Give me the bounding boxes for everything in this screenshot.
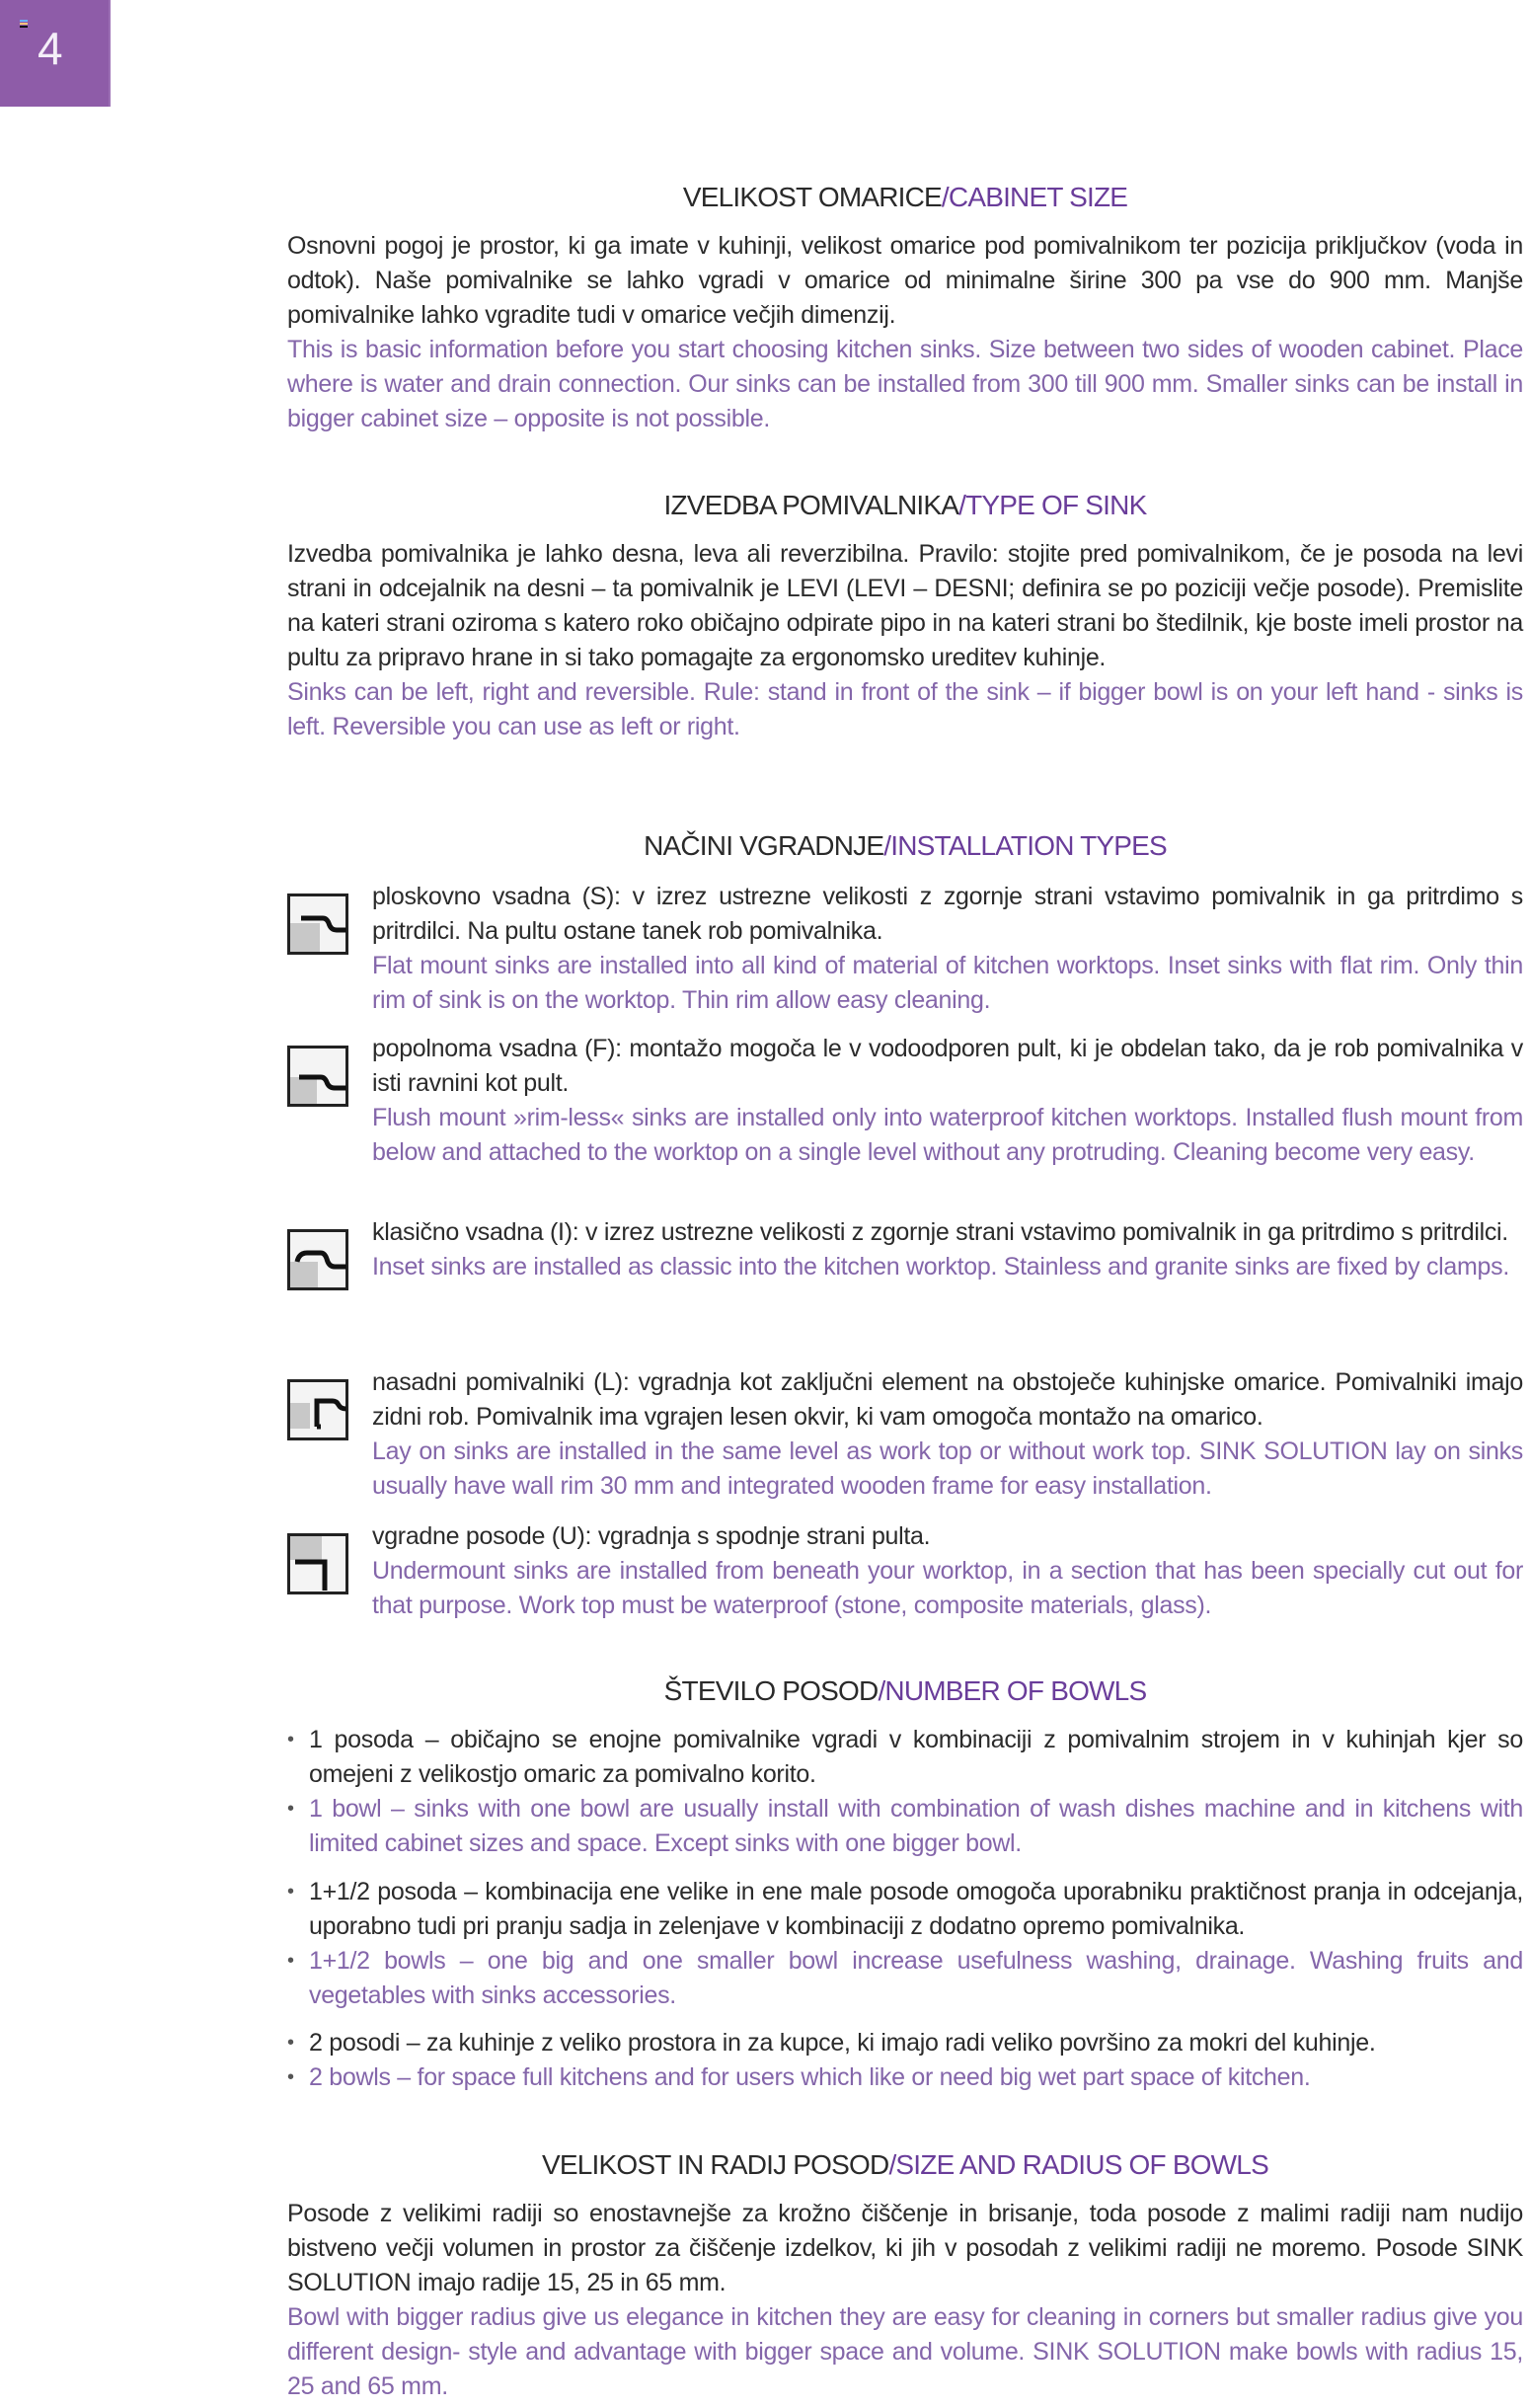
flat-mount-icon	[287, 893, 348, 955]
text-en: • 1+1/2 bowls – one big and one smaller bowl increase usefulness washing, drainage. Washing fruits and vegetables with sinks accessories.	[287, 1944, 1523, 2013]
section-heading	[287, 488, 1523, 523]
text-en: Undermount sinks are installed from beneath your worktop, in a section that has been specially cut out for that purpose. Work top must be waterproof (stone, composite materials, glass).	[372, 1557, 1523, 1619]
bowls-item-2	[287, 2026, 1523, 2095]
text-en: Flat mount sinks are installed into all kind of material of kitchen worktops. Inset sinks with flat rim. Only thin rim of sink is on the worktop. Thin rim allow easy cleaning.	[372, 952, 1523, 1014]
installation-item-lay-on	[287, 1365, 1523, 1504]
bowls-item-1-5	[287, 1875, 1523, 2013]
text-sl: ploskovno vsadna (S): v izrez ustrezne velikosti z zgornje strani vstavimo pomivalnik in ga pritrdimo s pritrdilci. Na pultu ostane tanek rob pomivalnika.	[372, 883, 1523, 945]
text-en: This is basic information before you start choosing kitchen sinks. Size between two sides of wooden cabinet. Place where is water and drain connection. Our sinks can be installed from 300 till 900 mm. Smaller sinks can be install in bigger cabinet size – opposite is not possible.	[287, 336, 1523, 432]
section-heading	[287, 2147, 1523, 2183]
text-en: Inset sinks are installed as classic into the kitchen worktop. Stainless and granite sinks are fixed by clamps.	[372, 1253, 1509, 1281]
heading-en: /NUMBER OF BOWLS	[878, 1675, 1147, 1706]
section-type-of-sink	[287, 488, 1523, 744]
heading-en: /CABINET SIZE	[941, 182, 1128, 212]
section-heading	[287, 828, 1523, 864]
section-size-and-radius	[287, 2147, 1523, 2404]
text-sl: nasadni pomivalniki (L): vgradnja kot zaključni element na obstoječe kuhinjske omarice. Pomivalniki imajo zidni rob. Pomivalnik ima vgrajen lesen okvir, ki vam omogoča montažo na omarico.	[372, 1368, 1523, 1431]
installation-item-inset	[287, 1215, 1523, 1284]
installation-item-undermount	[287, 1519, 1523, 1623]
undermount-icon	[287, 1533, 348, 1594]
installation-item-flush	[287, 1032, 1523, 1170]
text-sl: Izvedba pomivalnika je lahko desna, leva ali reverzibilna. Pravilo: stojite pred pomivalnikom, če je posoda na levi strani in odcejalnik na desni – ta pomivalnik je LEVI (LEVI – DESNI; definira se po poziciji večje posode). Premislite na kateri strani oziroma s katero roko običajno odpirate pipo in na kateri strani bo štedilnik, kje boste imeli prostor na pultu za pripravo hrane in si tako pomagajte za ergonomsko ureditev kuhinje.	[287, 540, 1523, 671]
text-en: Bowl with bigger radius give us elegance in kitchen they are easy for cleaning in corners but smaller radius give you different design- style and advantage with bigger space and volume. SINK SOLUTION make bowls with radius 15, 25 and 65 mm.	[287, 2303, 1523, 2400]
text-sl: • 1 posoda – običajno se enojne pomivalnike vgradi v kombinaciji z pomivalnim strojem in v kuhinjah kjer so omejeni z velikostjo omaric za pomivalno korito.	[287, 1723, 1523, 1792]
lay-on-icon	[287, 1379, 348, 1440]
text-sl: klasično vsadna (I): v izrez ustrezne velikosti z zgornje strani vstavimo pomivalnik in ga pritrdimo s pritrdilci.	[372, 1218, 1508, 1246]
section-number-of-bowls	[287, 1673, 1523, 2128]
text-en: • 1 bowl – sinks with one bowl are usually install with combination of wash dishes machine and in kitchens with limited cabinet sizes and space. Except sinks with one bigger bowl.	[287, 1792, 1523, 1861]
heading-en: /SIZE AND RADIUS OF BOWLS	[888, 2149, 1268, 2180]
text-en: • 2 bowls – for space full kitchens and for users which like or need big wet part space of kitchen.	[287, 2060, 1523, 2095]
text-sl: vgradne posode (U): vgradnja s spodnje strani pulta.	[372, 1522, 931, 1550]
flush-mount-icon	[287, 1046, 348, 1107]
inset-icon	[287, 1229, 348, 1290]
color-bar-icon	[20, 20, 28, 29]
text-sl: popolnoma vsadna (F): montažo mogoča le v vodoodporen pult, ki je obdelan tako, da je rob pomivalnika v isti ravnini kot pult.	[372, 1035, 1523, 1097]
heading-sl: VELIKOST OMARICE	[682, 182, 942, 212]
heading-sl: NAČINI VGRADNJE	[644, 830, 884, 861]
heading-en: /TYPE OF SINK	[958, 490, 1147, 520]
text-sl: Osnovni pogoj je prostor, ki ga imate v kuhinji, velikost omarice pod pomivalnikom ter pozicija priključkov (voda in odtok). Naše pomivalnike se lahko vgradi v omarice od minimalne širine 300 pa vse do 900 mm. Manjše pomivalnike lahko vgradite tudi v omarice večjih dimenzij.	[287, 232, 1523, 329]
section-heading	[287, 1673, 1523, 1709]
text-en: Lay on sinks are installed in the same level as work top or without work top. SINK SOLUTION lay on sinks usually have wall rim 30 mm and integrated wooden frame for easy installation.	[372, 1437, 1523, 1500]
text-sl: • 1+1/2 posoda – kombinacija ene velike in ene male posode omogoča uporabniku praktičnost pranja in odcejanja, uporabno tudi pri pranju sadja in zelenjave v kombinaciji z dodatno opremo pomivalnika.	[287, 1875, 1523, 1944]
text-sl: Posode z velikimi radiji so enostavnejše za krožno čiščenje in brisanje, toda posode z malimi radiji nam nudijo bistveno večji volumen in prostor za čiščenje izdelkov, ki jih v posodah z velikimi radiji ne moremo. Posode SINK SOLUTION imajo radije 15, 25 in 65 mm.	[287, 2200, 1523, 2296]
heading-en: /INSTALLATION TYPES	[883, 830, 1167, 861]
text-en: Sinks can be left, right and reversible. Rule: stand in front of the sink – if bigger bowl is on your left hand - sinks is left. Reversible you can use as left or right.	[287, 678, 1523, 740]
section-cabinet-size	[287, 180, 1523, 436]
installation-item-flat	[287, 880, 1523, 1018]
page-number-badge	[0, 0, 111, 107]
text-en: Flush mount »rim-less« sinks are installed only into waterproof kitchen worktops. Installed flush mount from below and attached to the worktop on a single level without any protruding. Cleaning become very easy.	[372, 1104, 1523, 1166]
heading-sl: IZVEDBA POMIVALNIKA	[663, 490, 959, 520]
page-number: 4	[38, 23, 63, 74]
bowls-item-1	[287, 1723, 1523, 1861]
heading-sl: ŠTEVILO POSOD	[663, 1675, 879, 1706]
section-installation-types	[287, 828, 1523, 1658]
text-sl: • 2 posodi – za kuhinje z veliko prostora in za kupce, ki imajo radi veliko površino za mokri del kuhinje.	[287, 2026, 1523, 2060]
heading-sl: VELIKOST IN RADIJ POSOD	[542, 2149, 889, 2180]
section-heading	[287, 180, 1523, 215]
